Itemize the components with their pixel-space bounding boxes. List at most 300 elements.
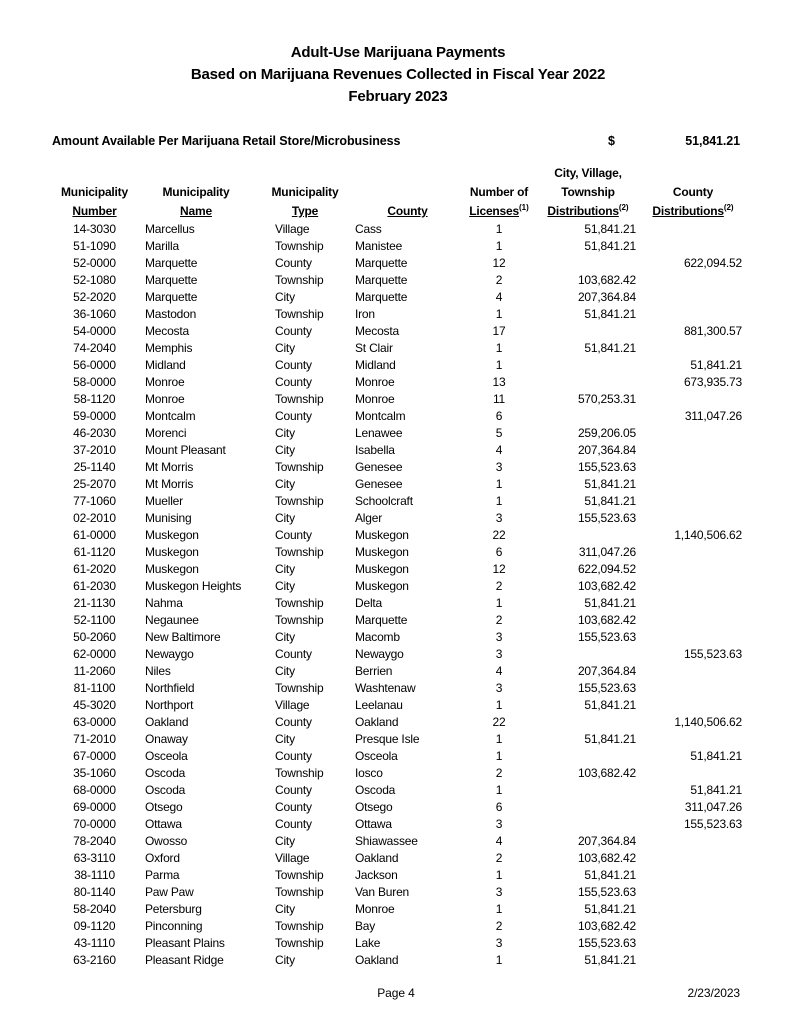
licenses-count-cell: 1 [495,596,503,610]
county-distribution-cell [638,612,748,629]
county-distribution-cell: 155,523.63 [683,817,742,831]
licenses-count-cell: 22 [492,715,506,729]
table-row [52,561,748,578]
county-cell: Oakland [355,851,399,865]
municipality-number-cell: 68-0000 [73,783,116,797]
municipality-number-cell: 61-2030 [73,579,116,593]
county-cell: Schoolcraft [355,494,413,508]
municipality-number-cell: 52-1100 [73,613,116,627]
county-cell: Newaygo [355,647,404,661]
county-distribution-cell [638,544,748,561]
licenses-count-cell: 6 [495,800,503,814]
county-cell: St Clair [355,341,393,355]
municipality-type-cell: Township [275,307,324,321]
municipality-name-cell: Muskegon Heights [145,579,242,593]
page-footer [52,986,740,1000]
licenses-count-cell: 3 [495,511,503,525]
county-distribution-cell [638,663,748,680]
municipality-type-cell: City [275,341,295,355]
county-distribution-cell [638,578,748,595]
cvt-distribution-cell: 311,047.26 [578,545,636,559]
municipality-number-cell: 09-1120 [73,919,116,933]
municipality-number-cell: 63-3110 [73,851,116,865]
municipality-name-cell: Memphis [145,341,193,355]
cvt-distribution-cell [538,408,638,425]
municipality-number-cell: 62-0000 [73,647,116,661]
county-cell: Washtenaw [355,681,416,695]
municipality-number-cell: 77-1060 [73,494,116,508]
municipality-type-cell: City [275,834,295,848]
county-cell: Jackson [355,868,398,882]
municipality-name-cell: Monroe [145,392,185,406]
municipality-type-cell: City [275,290,295,304]
municipality-number-cell: 11-2060 [73,664,116,678]
table-row [52,782,748,799]
column-header-cvt-distributions: City, Village, Township Distributions$^{(2)}$ [547,166,629,218]
municipality-number-cell: 21-1130 [73,596,116,610]
county-cell: Oscoda [355,783,396,797]
municipality-type-cell: Township [275,596,324,610]
county-cell: Marquette [355,273,408,287]
licenses-count-cell: 3 [495,630,503,644]
cvt-distribution-cell: 51,841.21 [584,596,636,610]
municipality-number-cell: 36-1060 [73,307,116,321]
municipality-name-cell: Ottawa [145,817,182,831]
licenses-count-cell: 1 [495,902,503,916]
licenses-count-cell: 1 [495,953,503,967]
county-cell: Bay [355,919,376,933]
municipality-name-cell: Nahma [145,596,183,610]
licenses-count-cell: 1 [495,239,503,253]
county-distribution-cell: 1,140,506.62 [674,528,742,542]
currency-symbol: $ [608,134,615,148]
cvt-distribution-cell: 103,682.42 [577,613,636,627]
county-distribution-cell [638,306,748,323]
column-header-municipality-number: Municipality Number [61,185,128,218]
county-cell: Iron [355,307,375,321]
municipality-name-cell: Marquette [145,273,198,287]
municipality-number-cell: 63-0000 [73,715,116,729]
county-cell: Monroe [355,375,395,389]
municipality-type-cell: County [275,800,312,814]
cvt-distribution-cell [538,357,638,374]
table-row [52,612,748,629]
municipality-name-cell: Marilla [145,239,179,253]
table-row [52,323,748,340]
county-cell: Iosco [355,766,383,780]
municipality-type-cell: City [275,579,295,593]
payments-table [52,164,748,969]
county-distribution-cell [638,425,748,442]
licenses-count-cell: 4 [495,834,503,848]
municipality-name-cell: Mecosta [145,324,189,338]
licenses-count-cell: 3 [495,817,503,831]
table-header-row [52,164,748,221]
county-distribution-cell [638,697,748,714]
county-cell: Presque Isle [355,732,420,746]
licenses-count-cell: 6 [495,409,503,423]
title-line-3: February 2023 [348,88,448,105]
cvt-distribution-cell: 103,682.42 [577,273,636,287]
municipality-number-cell: 61-0000 [73,528,116,542]
cvt-distribution-cell [538,527,638,544]
municipality-name-cell: Onaway [145,732,188,746]
licenses-count-cell: 3 [495,936,503,950]
licenses-count-cell: 3 [495,885,503,899]
county-distribution-cell [638,561,748,578]
county-cell: Isabella [355,443,395,457]
county-distribution-cell [638,680,748,697]
municipality-number-cell: 46-2030 [73,426,116,440]
table-row [52,663,748,680]
cvt-distribution-cell: 207,364.84 [577,834,636,848]
municipality-type-cell: Township [275,919,324,933]
county-cell: Monroe [355,902,395,916]
municipality-type-cell: City [275,511,295,525]
cvt-distributions-footnote-marker: (2) [618,203,629,212]
municipality-name-cell: Otsego [145,800,183,814]
county-distribution-cell: 51,841.21 [690,783,742,797]
cvt-distribution-cell: 51,841.21 [584,868,636,882]
municipality-type-cell: City [275,477,295,491]
municipality-name-cell: Osceola [145,749,188,763]
table-row [52,425,748,442]
cvt-distribution-cell: 103,682.42 [577,766,636,780]
county-distribution-cell [638,884,748,901]
cvt-distribution-cell: 155,523.63 [577,630,636,644]
county-distribution-cell: 622,094.52 [683,256,742,270]
municipality-number-cell: 58-0000 [73,375,116,389]
county-distribution-cell [638,952,748,969]
county-cell: Manistee [355,239,403,253]
municipality-number-cell: 50-2060 [73,630,116,644]
municipality-number-cell: 80-1140 [73,885,116,899]
municipality-type-cell: Township [275,766,324,780]
cvt-distribution-cell: 51,841.21 [584,239,636,253]
table-row [52,221,748,238]
county-cell: Leelanau [355,698,403,712]
municipality-type-cell: City [275,562,295,576]
table-row [52,340,748,357]
municipality-type-cell: County [275,715,312,729]
county-cell: Shiawassee [355,834,418,848]
municipality-name-cell: Pleasant Plains [145,936,225,950]
licenses-count-cell: 2 [495,919,503,933]
county-cell: Oakland [355,715,399,729]
municipality-type-cell: Township [275,239,324,253]
table-body [52,221,748,969]
municipality-name-cell: Parma [145,868,180,882]
county-cell: Monroe [355,392,395,406]
table-row [52,459,748,476]
cvt-distribution-cell [538,374,638,391]
municipality-name-cell: Mt Morris [145,477,194,491]
licenses-count-cell: 11 [492,392,506,406]
county-distribution-cell [638,901,748,918]
county-cell: Muskegon [355,528,409,542]
municipality-number-cell: 45-3020 [73,698,116,712]
table-row [52,357,748,374]
table-row [52,816,748,833]
municipality-name-cell: Mueller [145,494,183,508]
county-cell: Marquette [355,290,408,304]
county-distribution-cell [638,833,748,850]
county-distribution-cell [638,918,748,935]
county-distribution-cell [638,765,748,782]
municipality-number-cell: 58-2040 [73,902,116,916]
municipality-type-cell: City [275,443,295,457]
licenses-count-cell: 4 [495,290,503,304]
table-row [52,799,748,816]
licenses-count-cell: 17 [492,324,506,338]
county-cell: Osceola [355,749,398,763]
table-row [52,629,748,646]
county-distribution-cell [638,340,748,357]
county-cell: Midland [355,358,396,372]
municipality-name-cell: Mt Morris [145,460,194,474]
municipality-name-cell: Muskegon [145,528,199,542]
table-row [52,578,748,595]
licenses-count-cell: 1 [495,783,503,797]
municipality-name-cell: Montcalm [145,409,196,423]
county-distribution-cell [638,935,748,952]
cvt-distribution-cell [538,748,638,765]
licenses-count-cell: 1 [495,477,503,491]
municipality-type-cell: City [275,902,295,916]
municipality-number-cell: 69-0000 [73,800,116,814]
municipality-type-cell: Township [275,460,324,474]
municipality-name-cell: Monroe [145,375,185,389]
cvt-distribution-cell [538,323,638,340]
licenses-count-cell: 1 [495,341,503,355]
cvt-distribution-cell: 155,523.63 [577,681,636,695]
municipality-number-cell: 59-0000 [73,409,116,423]
cvt-distribution-cell [538,714,638,731]
municipality-type-cell: Township [275,681,324,695]
county-cell: Muskegon [355,562,409,576]
municipality-type-cell: County [275,817,312,831]
cvt-distribution-cell: 51,841.21 [584,732,636,746]
municipality-number-cell: 43-1110 [74,936,115,950]
municipality-number-cell: 25-1140 [73,460,116,474]
municipality-type-cell: Township [275,936,324,950]
table-row [52,901,748,918]
licenses-count-cell: 4 [495,664,503,678]
cvt-distribution-cell: 155,523.63 [577,511,636,525]
municipality-type-cell: Village [275,851,310,865]
cvt-distribution-cell: 103,682.42 [577,579,636,593]
county-cell: Berrien [355,664,393,678]
municipality-name-cell: Paw Paw [145,885,194,899]
column-header-number-of-licenses: Number of Licenses$^{(1)}$ [469,185,529,218]
municipality-type-cell: Township [275,885,324,899]
table-row [52,544,748,561]
municipality-name-cell: Morenci [145,426,187,440]
county-cell: Muskegon [355,579,409,593]
municipality-name-cell: New Baltimore [145,630,221,644]
municipality-number-cell: 02-2010 [73,511,116,525]
table-row [52,306,748,323]
county-distribution-cell: 673,935.73 [683,375,742,389]
table-row [52,680,748,697]
municipality-name-cell: Midland [145,358,186,372]
municipality-name-cell: Owosso [145,834,188,848]
county-cell: Marquette [355,613,408,627]
municipality-name-cell: Pleasant Ridge [145,953,224,967]
county-cell: Genesee [355,477,403,491]
table-row [52,493,748,510]
municipality-type-cell: Township [275,494,324,508]
municipality-number-cell: 54-0000 [73,324,116,338]
table-row [52,884,748,901]
table-row [52,748,748,765]
cvt-distribution-cell: 51,841.21 [584,902,636,916]
county-cell: Oakland [355,953,399,967]
municipality-name-cell: Marquette [145,290,198,304]
licenses-count-cell: 3 [495,647,503,661]
municipality-type-cell: City [275,426,295,440]
county-distribution-cell [638,731,748,748]
county-distribution-cell: 51,841.21 [690,749,742,763]
municipality-name-cell: Oscoda [145,766,186,780]
licenses-count-cell: 1 [495,868,503,882]
county-distribution-cell [638,459,748,476]
municipality-type-cell: Village [275,222,310,236]
amount-available-label: Amount Available Per Marijuana Retail Store/Microbusiness [52,134,401,148]
municipality-number-cell: 25-2070 [73,477,116,491]
county-distribution-cell [638,289,748,306]
county-distribution-cell: 311,047.26 [684,800,742,814]
municipality-name-cell: Muskegon [145,545,199,559]
county-distributions-footnote-marker: (2) [723,203,734,212]
table-row [52,272,748,289]
municipality-number-cell: 81-1100 [73,681,116,695]
licenses-count-cell: 1 [495,698,503,712]
table-row [52,952,748,969]
county-distribution-cell [638,391,748,408]
municipality-number-cell: 52-0000 [73,256,116,270]
table-row [52,408,748,425]
county-distribution-cell: 881,300.57 [683,324,742,338]
county-distribution-cell [638,595,748,612]
licenses-count-cell: 2 [495,579,503,593]
cvt-distribution-cell: 51,841.21 [584,494,636,508]
county-distribution-cell [638,476,748,493]
municipality-name-cell: Muskegon [145,562,199,576]
municipality-name-cell: Mount Pleasant [145,443,226,457]
licenses-count-cell: 1 [495,749,503,763]
county-distribution-cell [638,493,748,510]
municipality-name-cell: Marquette [145,256,198,270]
cvt-distribution-cell [538,782,638,799]
county-distribution-cell [638,629,748,646]
municipality-number-cell: 35-1060 [73,766,116,780]
licenses-count-cell: 2 [495,273,503,287]
county-cell: Marquette [355,256,408,270]
municipality-number-cell: 78-2040 [73,834,116,848]
county-distribution-cell [638,510,748,527]
licenses-count-cell: 1 [495,732,503,746]
municipality-type-cell: County [275,358,312,372]
cvt-distribution-cell: 51,841.21 [584,953,636,967]
cvt-distribution-cell [538,816,638,833]
county-distribution-cell: 155,523.63 [683,647,742,661]
municipality-type-cell: Township [275,868,324,882]
licenses-count-cell: 2 [495,613,503,627]
municipality-name-cell: Oscoda [145,783,186,797]
cvt-distribution-cell: 622,094.52 [577,562,636,576]
licenses-footnote-marker: (1) [518,203,529,212]
municipality-type-cell: County [275,409,312,423]
cvt-distribution-cell: 51,841.21 [584,222,636,236]
county-cell: Montcalm [355,409,406,423]
cvt-distribution-cell: 570,253.31 [577,392,636,406]
municipality-type-cell: City [275,664,295,678]
table-row [52,391,748,408]
municipality-name-cell: Pinconning [145,919,203,933]
table-row [52,476,748,493]
cvt-distribution-cell: 207,364.84 [577,664,636,678]
municipality-number-cell: 71-2010 [73,732,116,746]
cvt-distribution-cell: 155,523.63 [577,460,636,474]
table-row [52,850,748,867]
municipality-number-cell: 67-0000 [73,749,116,763]
licenses-count-cell: 3 [495,460,503,474]
footer-date: 2/23/2023 [687,986,740,1000]
municipality-number-cell: 56-0000 [73,358,116,372]
licenses-count-cell: 1 [495,494,503,508]
county-cell: Muskegon [355,545,409,559]
municipality-number-cell: 51-1090 [73,239,116,253]
municipality-number-cell: 52-1080 [73,273,116,287]
municipality-type-cell: County [275,749,312,763]
municipality-type-cell: County [275,647,312,661]
column-header-county-distributions: County Distributions$^{(2)}$ [652,185,734,218]
county-cell: Otsego [355,800,393,814]
municipality-name-cell: Negaunee [145,613,199,627]
municipality-number-cell: 38-1110 [74,868,115,882]
amount-available-value: 51,841.21 [685,134,740,148]
licenses-count-cell: 6 [495,545,503,559]
municipality-number-cell: 61-1120 [73,545,116,559]
county-distribution-cell [638,221,748,238]
column-header-municipality-type: Municipality Type [271,185,339,218]
table-row [52,918,748,935]
page-number: Page 4 [377,986,415,1000]
cvt-distribution-cell: 155,523.63 [577,936,636,950]
table-row [52,867,748,884]
column-header-municipality-name: Municipality Name [162,185,230,218]
document-title [0,0,796,108]
municipality-number-cell: 58-1120 [73,392,116,406]
municipality-name-cell: Oxford [145,851,180,865]
table-row [52,765,748,782]
table-row [52,935,748,952]
table-row [52,238,748,255]
cvt-distribution-cell: 103,682.42 [577,851,636,865]
licenses-count-cell: 5 [495,426,503,440]
municipality-type-cell: County [275,324,312,338]
cvt-distribution-cell [538,799,638,816]
county-cell: Ottawa [355,817,392,831]
municipality-type-cell: County [275,783,312,797]
municipality-type-cell: County [275,528,312,542]
municipality-number-cell: 14-3030 [73,222,116,236]
municipality-number-cell: 37-2010 [73,443,116,457]
cvt-distribution-cell: 207,364.84 [577,290,636,304]
county-distribution-cell: 1,140,506.62 [674,715,742,729]
licenses-count-cell: 1 [495,358,503,372]
